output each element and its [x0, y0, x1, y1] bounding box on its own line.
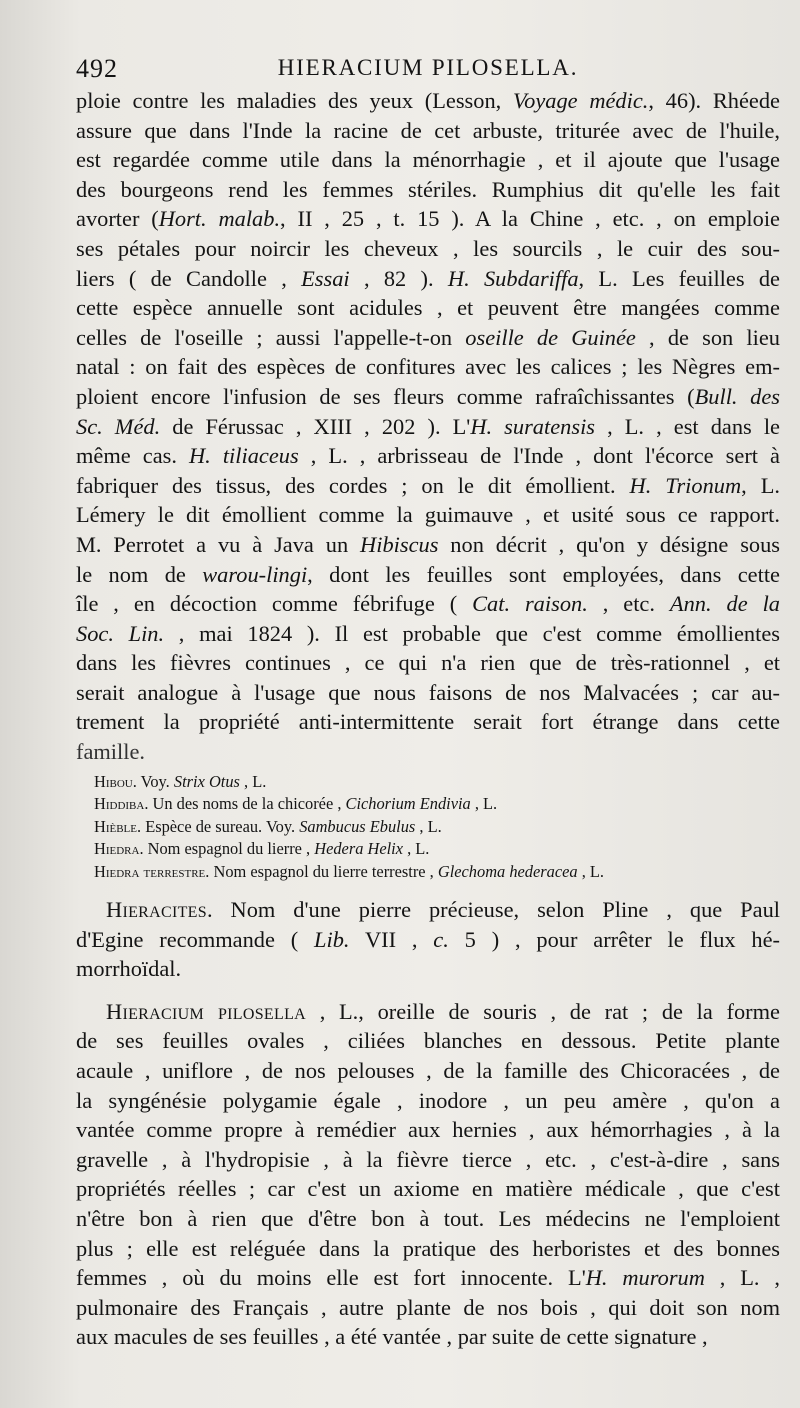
- text-run: . Nom espagnol du lierre terrestre ,: [205, 861, 438, 881]
- dictionary-article: [76, 895, 780, 984]
- text-run: , L. ,: [704, 1265, 780, 1291]
- text-run: non décrit , qu'on y désigne sous: [438, 531, 781, 557]
- continued-paragraph: [76, 86, 781, 765]
- italic-term: c.: [433, 926, 449, 952]
- text-run: , L.: [741, 472, 780, 498]
- text-run: morrhoïdal.: [76, 956, 182, 982]
- text-run: serait analogue à l'usage que nous faisons de nos Malvacées ; car au-: [76, 679, 780, 705]
- italic-term: Strix Otus: [173, 772, 240, 792]
- italic-term: Voyage médic.: [512, 88, 649, 113]
- text-run: , L.: [577, 861, 604, 881]
- text-line: [76, 234, 780, 264]
- text-line: [76, 1086, 780, 1116]
- text-line: [76, 1293, 780, 1323]
- cross-reference-entry: [94, 793, 780, 815]
- italic-term: Hibiscus: [360, 531, 439, 557]
- text-line: [76, 895, 780, 925]
- italic-term: Lib.: [314, 926, 350, 952]
- text-run: dans les fièvres continues , ce qui n'a rien que de très-rationnel , et: [76, 650, 780, 676]
- text-run: . Voy.: [132, 772, 174, 792]
- text-run: , L. , arbrisseau de l'Inde , dont l'écorce sert à: [298, 443, 780, 469]
- text-run: , L.: [403, 839, 430, 859]
- cross-reference-entry: [94, 838, 780, 860]
- text-line: [76, 1115, 780, 1145]
- text-line: [76, 589, 780, 619]
- text-run: . Espèce de sureau. Voy.: [137, 816, 300, 836]
- entry-headword: Hibou: [94, 772, 133, 792]
- italic-term: H. tiliaceus: [189, 443, 299, 469]
- text-run: , L., oreille de souris , de rat ; de la forme: [306, 998, 780, 1024]
- text-run: est regardée comme utile dans la ménorrhagie , et il ajoute que l'usage: [76, 147, 780, 173]
- text-run: , 46). Rhéede: [648, 88, 780, 113]
- text-run: trement la propriété anti-intermittente serait fort étrange dans cette: [76, 709, 780, 735]
- running-head: [76, 52, 780, 86]
- article-headword: Hieracites: [106, 897, 207, 923]
- text-line: [76, 352, 780, 382]
- text-run: VII ,: [349, 926, 434, 952]
- italic-term: H. Trionum: [629, 472, 742, 498]
- entry-headword: Hiedra: [94, 839, 140, 859]
- italic-term: Sc. Méd.: [76, 413, 161, 439]
- text-line: [76, 86, 780, 116]
- cross-reference-entry: [94, 771, 780, 793]
- text-run: aux macules de ses feuilles , a été vantée , par suite de cette signature ,: [76, 1324, 708, 1350]
- text-line: [76, 1263, 780, 1293]
- text-line: [76, 441, 780, 471]
- italic-term: H. Subdariffa: [447, 265, 579, 291]
- text-line: [76, 1234, 780, 1264]
- italic-term: Essai: [301, 265, 350, 291]
- italic-term: Ann. de la: [669, 591, 780, 617]
- entry-headword: Hiedra terrestre: [94, 861, 206, 881]
- text-run: n'être bon à rien que d'être bon à tout. Les médecins ne l'emploient: [76, 1206, 780, 1232]
- italic-term: Hedera Helix: [314, 839, 403, 859]
- text-line: [76, 1204, 780, 1234]
- text-run: famille.: [76, 739, 146, 765]
- text-line: [76, 471, 780, 501]
- text-line: [76, 1322, 780, 1352]
- entry-headword: Hièble: [94, 816, 137, 836]
- text-run: cette espèce annuelle sont acidules , et peuvent être mangées comme: [76, 295, 780, 321]
- text-run: la syngénésie polygamie égale , inodore , un peu amère , qu'on a: [76, 1087, 780, 1113]
- text-line: [76, 145, 780, 175]
- text-run: même cas.: [76, 443, 189, 469]
- text-run: , II , 25 , t. 15 ). A la Chine , etc. , on emploie: [280, 206, 780, 232]
- text-line: [76, 382, 780, 412]
- dictionary-article: [76, 997, 780, 1352]
- entry-headword: Hiddiba: [94, 794, 145, 814]
- text-run: , L. Les feuilles de: [578, 265, 780, 291]
- text-line: [76, 264, 780, 294]
- text-line: [76, 116, 780, 146]
- text-line: [76, 678, 780, 708]
- italic-term: Glechoma hederacea: [437, 861, 578, 881]
- text-line: [76, 925, 780, 955]
- text-run: de ses feuilles ovales , ciliées blanches en dessous. Petite plante: [76, 1028, 780, 1054]
- text-run: . Nom d'une pierre précieuse, selon Pline , que Paul: [206, 897, 780, 923]
- text-run: d'Egine recommande (: [76, 926, 315, 952]
- cross-reference-entries: [94, 771, 780, 883]
- text-line: [76, 1145, 780, 1175]
- text-run: vantée comme propre à remédier aux hernies , aux hémorrhagies , à la: [76, 1117, 780, 1143]
- text-line: [76, 412, 780, 442]
- text-run: gravelle , à l'hydropisie , à la fièvre tierce , etc. , c'est-à-dire , sans: [76, 1146, 780, 1172]
- italic-term: Cichorium Endivia: [345, 794, 471, 814]
- text-line: [76, 997, 780, 1027]
- text-run: de Férussac , XIII , 202 ). L': [160, 413, 471, 439]
- text-line: [76, 1026, 780, 1056]
- text-run: , mai 1824 ). Il est probable que c'est comme émollientes: [164, 620, 780, 646]
- text-line: [76, 293, 780, 323]
- italic-term: oseille de Guinée: [465, 324, 636, 350]
- italic-term: Sambucus Ebulus: [299, 816, 416, 836]
- cross-reference-entry: [94, 816, 780, 838]
- text-run: , L.: [470, 794, 498, 814]
- text-run: ploient encore l'infusion de ses fleurs comme rafraîchissantes (: [76, 383, 695, 409]
- text-run: , L.: [239, 772, 267, 792]
- italic-term: Cat. raison.: [472, 591, 588, 617]
- text-run: Lémery le dit émollient comme la guimauve , et usité sous ce rapport.: [76, 502, 780, 528]
- text-run: ses pétales pour noircir les cheveux , les sourcils , le cuir des sou-: [76, 235, 780, 261]
- italic-term: Hort. malab.: [158, 206, 281, 232]
- text-line: [76, 175, 780, 205]
- text-run: le nom de: [76, 561, 203, 587]
- text-run: , dont les feuilles sont employées, dans cette: [307, 561, 780, 587]
- text-line: [76, 619, 780, 649]
- text-run: acaule , uniflore , de nos pelouses , de la famille des Chicoracées , de: [76, 1058, 780, 1084]
- text-run: , de son lieu: [635, 324, 780, 350]
- text-run: M. Perrotet a vu à Java un: [76, 531, 361, 557]
- text-run: ploie contre les maladies des yeux (Lesson,: [76, 88, 513, 113]
- text-run: assure que dans l'Inde la racine de cet arbuste, triturée avec de l'huile,: [76, 117, 780, 143]
- running-title: HIERACIUM PILOSELLA.: [277, 55, 579, 80]
- text-line: [76, 323, 780, 353]
- text-run: avorter (: [76, 206, 159, 232]
- text-run: propriétés réelles ; car c'est un axiome en matière médicale , que c'est: [76, 1176, 780, 1202]
- text-run: , L.: [415, 816, 442, 836]
- text-run: . Nom espagnol du lierre ,: [139, 839, 315, 859]
- italic-term: Soc. Lin.: [76, 620, 165, 646]
- italic-term: H. murorum: [585, 1265, 705, 1291]
- text-line: [76, 204, 780, 234]
- text-line: [76, 1056, 780, 1086]
- cross-reference-entry: [94, 861, 780, 883]
- text-line: [76, 560, 780, 590]
- text-run: des bourgeons rend les femmes stériles. Rumphius dit qu'elle les fait: [76, 176, 780, 202]
- italic-term: Bull. des: [694, 383, 780, 409]
- text-line: [76, 1174, 780, 1204]
- text-run: pulmonaire des Français , autre plante de nos bois , qui doit son nom: [76, 1294, 780, 1320]
- text-run: île , en décoction comme fébrifuge (: [76, 591, 473, 617]
- text-line: [76, 707, 780, 737]
- article-headword: Hieracium pilosella: [106, 998, 307, 1024]
- text-run: plus ; elle est reléguée dans la pratique des herboristes et des bonnes: [76, 1235, 780, 1261]
- text-run: , 82 ).: [349, 265, 448, 291]
- italic-term: H. suratensis: [470, 413, 596, 439]
- text-run: fabriquer des tissus, des cordes ; on le dit émollient.: [76, 472, 630, 498]
- dictionary-articles: [76, 895, 780, 1352]
- text-run: natal : on fait des espèces de confitures avec les calices ; les Nègres em-: [76, 354, 780, 380]
- text-run: femmes , où du moins elle est fort innocente. L': [76, 1265, 586, 1291]
- italic-term: warou-lingi: [202, 561, 308, 587]
- text-run: celles de l'oseille ; aussi l'appelle-t-on: [76, 324, 466, 350]
- text-run: liers ( de Candolle ,: [76, 265, 302, 291]
- text-line: [76, 648, 780, 678]
- page-number: 492: [76, 54, 118, 83]
- text-line: [76, 954, 780, 984]
- text-line: [76, 737, 780, 765]
- text-run: 5 ) , pour arrêter le flux hé-: [448, 926, 781, 952]
- text-line: [76, 530, 780, 560]
- text-run: . Un des noms de la chicorée ,: [144, 794, 346, 814]
- text-run: , etc.: [587, 591, 670, 617]
- text-run: , L. , est dans le: [595, 413, 780, 439]
- text-line: [76, 500, 780, 530]
